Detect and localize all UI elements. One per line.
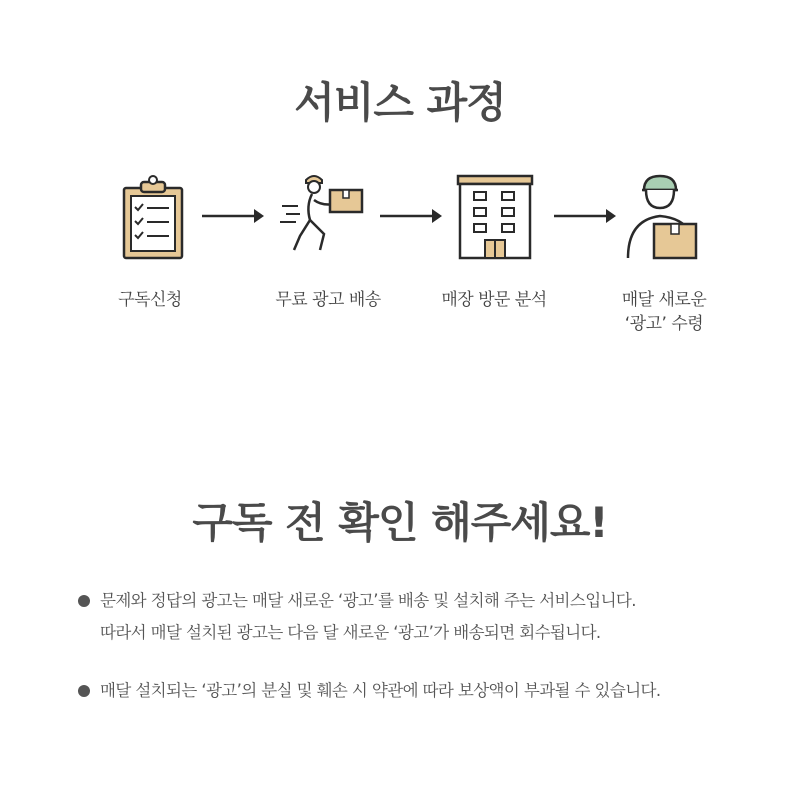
list-item	[78, 675, 778, 707]
note-text: 따라서 매달 설치된 광고는 다음 달 새로운 ‘광고’가 배송되면 회수됩니다.	[100, 623, 601, 642]
list-item	[78, 585, 778, 649]
step-label-line: ‘광고’ 수령	[624, 314, 704, 334]
notice-title: 구독 전 확인 해주세요!	[192, 498, 608, 547]
arrow-right-icon	[552, 206, 622, 226]
step-label: 무료 광고 배송	[275, 290, 381, 310]
step-label	[584, 288, 744, 336]
notice-list	[78, 585, 778, 707]
note-text: 문제와 정답의 광고는 매달 새로운 ‘광고’를 배송 및 설치해 주는 서비스입니다.	[100, 591, 636, 610]
process-title: 서비스 과정	[294, 78, 506, 127]
step-label-line: 매달 새로운	[621, 290, 707, 310]
arrow-right-icon	[200, 206, 270, 226]
arrow-right-icon	[378, 206, 448, 226]
bullet-icon	[78, 685, 90, 697]
step-label: 매장 방문 분석	[441, 290, 547, 310]
store-building-icon	[450, 170, 540, 265]
worker-with-box-icon	[620, 170, 710, 265]
delivery-person-icon	[278, 170, 368, 265]
process-steps	[0, 170, 800, 350]
clipboard-icon	[106, 170, 196, 265]
note-text: 매달 설치되는 ‘광고’의 분실 및 훼손 시 약관에 따라 보상액이 부과될 수 있습니다.	[100, 681, 661, 700]
bullet-icon	[78, 595, 90, 607]
step-label: 구독신청	[118, 290, 182, 310]
